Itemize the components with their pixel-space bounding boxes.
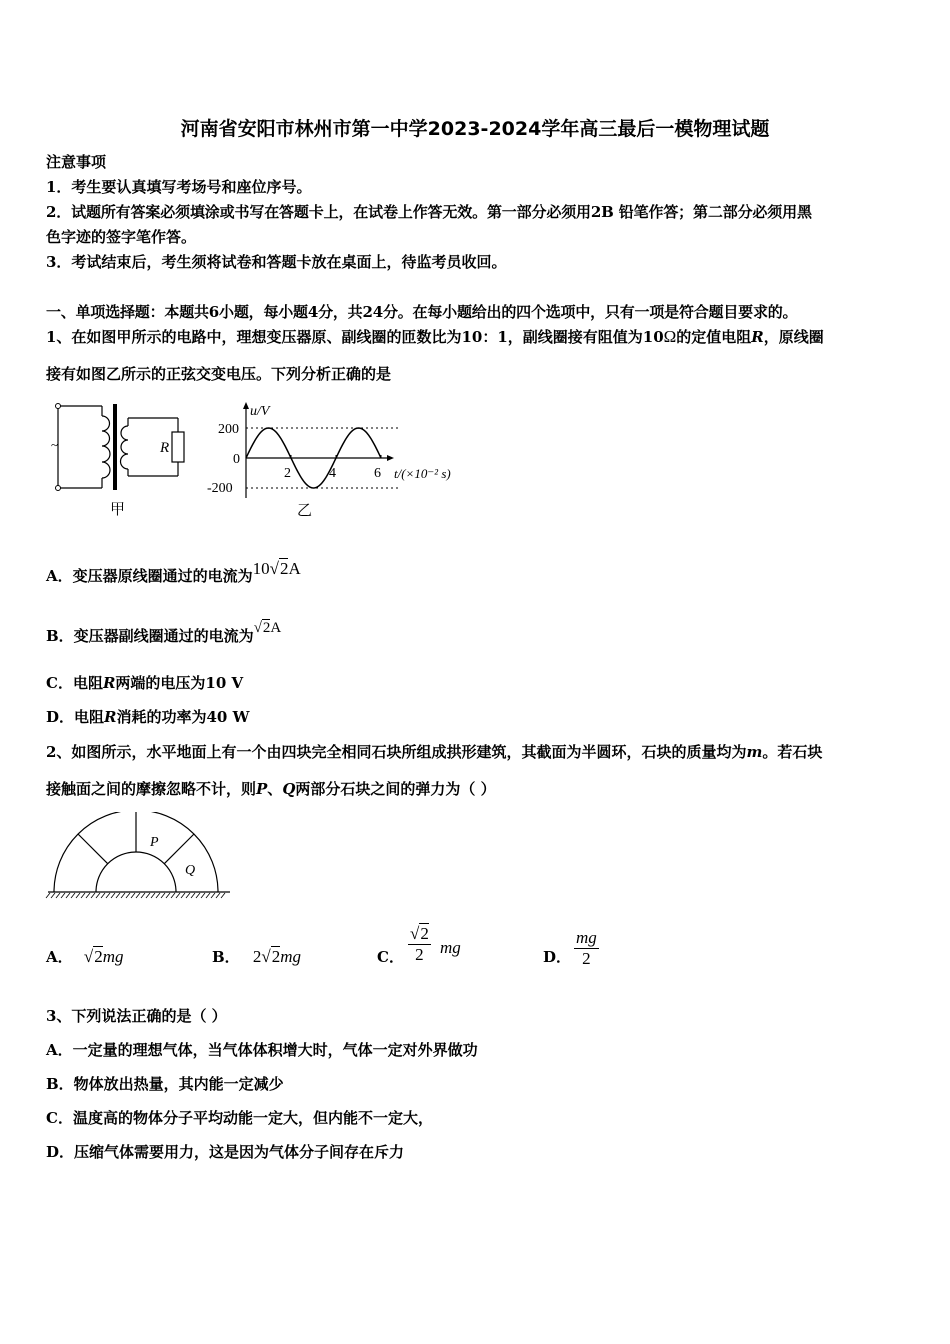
- page-title: 河南省安阳市林州市第一中学2023-2024学年高三最后一模物理试题: [180, 118, 770, 140]
- ground-hatch: [176, 893, 180, 898]
- ground-hatch: [126, 893, 130, 898]
- stone-joint: [164, 834, 194, 864]
- resistor-symbol: R: [102, 674, 116, 692]
- radicand: 2: [271, 947, 281, 966]
- figure-label-jia: 甲: [110, 502, 126, 518]
- q3-option-b[interactable]: B．物体放出热量，其内能一定减少: [46, 1075, 284, 1093]
- q1-option-c[interactable]: [46, 673, 243, 693]
- iron-core: [113, 404, 117, 490]
- q2-option-d-label[interactable]: D．: [543, 948, 572, 966]
- transformer-circuit-diagram: [44, 396, 194, 520]
- y-tick-label: 200: [218, 422, 239, 437]
- y-tick-label: -200: [207, 481, 233, 496]
- ground-hatch: [81, 893, 85, 898]
- x-axis-label: t/(×10⁻² s): [394, 466, 451, 481]
- notice-heading: 注意事项: [46, 153, 107, 171]
- q3-option-a[interactable]: A．一定量的理想气体，当气体体积增大时，气体一定对外界做功: [46, 1041, 478, 1059]
- coefficient: 10: [252, 559, 270, 578]
- ground-hatch: [201, 893, 205, 898]
- ground-hatch: [166, 893, 170, 898]
- q2-option-a[interactable]: A． √2mg: [46, 947, 124, 966]
- denominator: 2: [582, 949, 591, 968]
- ground-hatch: [56, 893, 60, 898]
- notice-item: 3．考试结束后，考生须将试卷和答题卡放在桌面上，待监考员收回。: [46, 253, 507, 271]
- resistor-symbol: R: [751, 328, 764, 346]
- stone-joint: [78, 834, 108, 864]
- y-tick-label: 0: [233, 452, 240, 467]
- q2-stem-line2: [46, 779, 496, 799]
- ground-hatch: [191, 893, 195, 898]
- q1-option-d[interactable]: [46, 707, 249, 727]
- ground-hatch: [111, 893, 115, 898]
- x-tick-label: 4: [329, 466, 336, 481]
- ground-hatch: [151, 893, 155, 898]
- ground-hatch: [131, 893, 135, 898]
- x-tick-label: 6: [374, 466, 381, 481]
- ground-hatch: [161, 893, 165, 898]
- stone-arch-diagram: [44, 812, 236, 904]
- mg-symbol: mg: [440, 938, 461, 957]
- ground-hatch: [196, 893, 200, 898]
- unit: A: [288, 559, 301, 578]
- ground-hatch: [61, 893, 65, 898]
- ground-hatch: [46, 893, 50, 898]
- q1-stem-line1: [46, 327, 824, 347]
- ground-hatch: [141, 893, 145, 898]
- mg-symbol: mg: [102, 947, 124, 966]
- ground-hatch: [91, 893, 95, 898]
- figure-label-yi: 乙: [297, 503, 313, 519]
- ground-hatch: [206, 893, 210, 898]
- ohm-symbol: Ω: [663, 327, 677, 346]
- ground-hatch: [116, 893, 120, 898]
- q3-option-c[interactable]: C．温度高的物体分子平均动能一定大，但内能不一定大，: [46, 1109, 433, 1127]
- voltage-waveform-chart: [200, 398, 475, 520]
- q3-stem: 3、下列说法正确的是（ ）: [46, 1007, 227, 1025]
- ground-hatch: [71, 893, 75, 898]
- resistor-symbol: R: [104, 708, 117, 726]
- y-axis-label: u/V: [250, 404, 270, 419]
- q2-stem-text: 2、如图所示，水平地面上有一个由四块完全相同石块所组成拱形建筑，其截面为半圆环，石块的质量均为: [46, 743, 747, 761]
- q2-option-b[interactable]: B． 2√2mg: [212, 947, 302, 966]
- ac-source-symbol: ~: [51, 437, 59, 452]
- ground-hatch: [156, 893, 160, 898]
- option-label: B．: [212, 948, 240, 966]
- notice-item: 色字迹的签字笔作答。: [46, 228, 197, 246]
- terminal: [56, 486, 61, 491]
- radicand: 2: [94, 947, 103, 966]
- ground-hatch: [186, 893, 190, 898]
- radicand: 2: [279, 559, 289, 578]
- denominator: 2: [415, 945, 424, 964]
- ground-hatch: [136, 893, 140, 898]
- ground-hatch: [76, 893, 80, 898]
- block-p-label: P: [150, 835, 159, 850]
- ground-hatch: [51, 893, 55, 898]
- q2-stem-text: 、: [267, 780, 283, 798]
- radicand: 2: [262, 620, 271, 636]
- q1-stem-text: 的定值电阻: [676, 328, 752, 346]
- ground-hatch: [96, 893, 100, 898]
- ground-hatch: [146, 893, 150, 898]
- ground-hatch: [181, 893, 185, 898]
- q2-stem-text: 接触面之间的摩擦忽略不计，则: [46, 780, 257, 798]
- mg-symbol: mg: [280, 947, 302, 966]
- radicand: 2: [420, 924, 429, 943]
- option-text: B．变压器副线圈通过的电流为: [46, 627, 254, 645]
- x-tick-label: 2: [284, 466, 291, 481]
- numerator: mg: [576, 928, 597, 947]
- option-text: C．电阻: [46, 674, 103, 692]
- q1-stem-text: ，原线圈: [763, 328, 824, 346]
- option-text: A．变压器原线圈通过的电流为: [46, 567, 253, 585]
- q1-option-b[interactable]: B．变压器副线圈通过的电流为√2A: [46, 620, 282, 645]
- ground-hatch: [171, 893, 175, 898]
- block-q-label: Q: [185, 863, 196, 878]
- q2-stem-text: 。若石块: [762, 743, 823, 761]
- ground-hatch: [86, 893, 90, 898]
- option-text: 消耗的功率为40 W: [116, 708, 250, 726]
- q2-option-c-label[interactable]: C．: [377, 948, 404, 966]
- q1-option-a[interactable]: A．变压器原线圈通过的电流为10√2A: [46, 559, 301, 585]
- ground-hatch: [66, 893, 70, 898]
- ground-hatch: [211, 893, 215, 898]
- resistor-label: R: [160, 440, 170, 456]
- unit: A: [270, 620, 282, 636]
- option-text: D．电阻: [46, 708, 105, 726]
- q3-option-d[interactable]: D．压缩气体需要用力，这是因为气体分子间存在斥力: [46, 1143, 405, 1161]
- option-text: 两端的电压为10 V: [115, 674, 244, 692]
- section-heading: 一、单项选择题：本题共6小题，每小题4分，共24分。在每小题给出的四个选项中，只有一项是符合题目要求的。: [46, 303, 798, 321]
- terminal: [56, 404, 61, 409]
- ground-hatch: [216, 893, 220, 898]
- notice-item: 1．考生要认真填写考场号和座位序号。: [46, 178, 312, 196]
- ground-hatch: [121, 893, 125, 898]
- q1-stem-text: 1、在如图甲所示的电路中，理想变压器原、副线圈的匝数比为10：1，副线圈接有阻值为10: [46, 328, 664, 346]
- ground-hatch: [106, 893, 110, 898]
- block-p-symbol: P: [256, 780, 268, 798]
- ground-hatch: [101, 893, 105, 898]
- q2-option-d-fraction: [574, 928, 599, 969]
- option-label: A．: [46, 948, 73, 966]
- block-q-symbol: Q: [282, 780, 296, 798]
- q1-stem-line2: 接有如图乙所示的正弦交变电压。下列分析正确的是: [46, 365, 392, 383]
- q2-stem-line1: [46, 742, 822, 762]
- ground-hatch: [221, 893, 225, 898]
- mass-symbol: m: [746, 743, 763, 761]
- q2-option-c-fraction: $\frac{√2}{2}$: [410, 924, 429, 964]
- coefficient: 2: [252, 947, 262, 966]
- q2-stem-text: 两部分石块之间的弹力为（ ）: [295, 780, 496, 798]
- notice-item: 2．试题所有答案必须填涂或书写在答题卡上，在试卷上作答无效。第一部分必须用2B 铅笔作答；第二部分必须用黑: [46, 203, 812, 221]
